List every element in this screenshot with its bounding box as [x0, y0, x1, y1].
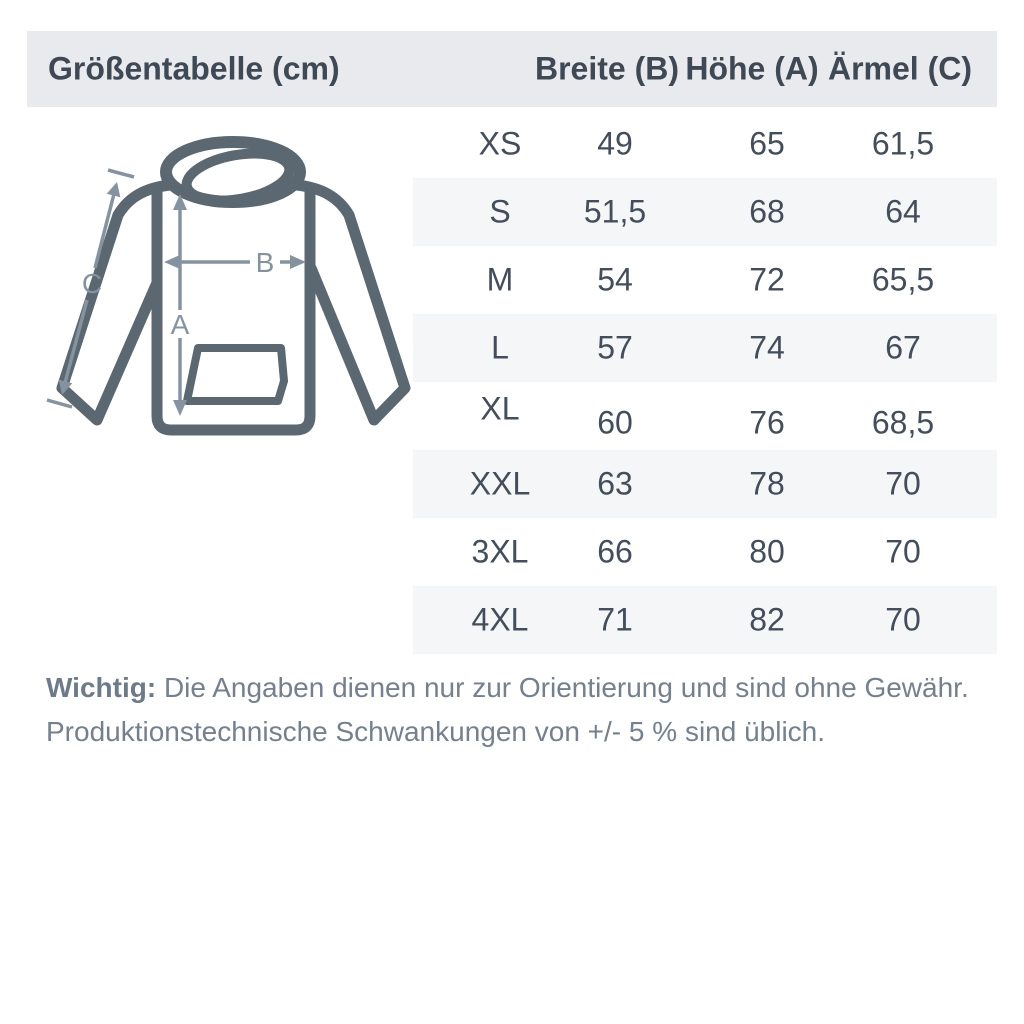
- pocket-outline: [187, 348, 284, 401]
- breite-value: 51,5: [583, 193, 647, 230]
- size-chart-header: [27, 31, 997, 107]
- breite-value: 49: [597, 125, 633, 162]
- aermel-value: 64: [885, 193, 921, 230]
- table-row-m: [413, 246, 997, 314]
- hoehe-value: 74: [749, 329, 785, 366]
- aermel-value: 65,5: [871, 261, 935, 298]
- size-label: 4XL: [471, 601, 529, 638]
- breite-value: 60: [597, 404, 633, 441]
- table-row-xl: [413, 382, 997, 450]
- size-table: [413, 110, 997, 654]
- column-header-breite: Breite (B): [534, 50, 680, 87]
- aermel-value: 70: [885, 601, 921, 638]
- breite-value: 63: [597, 465, 633, 502]
- column-header-hoehe: Höhe (A): [685, 50, 819, 87]
- hoehe-value: 78: [749, 465, 785, 502]
- disclaimer-note: [46, 666, 996, 754]
- aermel-value: 68,5: [871, 404, 935, 441]
- disclaimer-bold: Wichtig:: [46, 672, 157, 703]
- aermel-value: 70: [885, 533, 921, 570]
- breite-value: 71: [597, 601, 633, 638]
- label-b: B: [255, 247, 275, 278]
- disclaimer-line-1: [46, 666, 996, 710]
- label-a: A: [170, 309, 190, 340]
- breite-value: 54: [597, 261, 633, 298]
- column-header-aermel: Ärmel (C): [827, 50, 973, 87]
- width-arrowhead-right: [290, 255, 306, 269]
- table-row-xs: [413, 110, 997, 178]
- page-title: Größentabelle (cm): [48, 50, 340, 87]
- table-row-3xl: [413, 518, 997, 586]
- size-label: S: [489, 193, 511, 230]
- hoehe-value: 65: [749, 125, 785, 162]
- table-row-xxl: [413, 450, 997, 518]
- size-label: XXL: [469, 465, 531, 502]
- hoehe-value: 80: [749, 533, 785, 570]
- label-c: C: [81, 268, 103, 299]
- size-label: XL: [480, 390, 520, 427]
- hoehe-value: 68: [749, 193, 785, 230]
- breite-value: 66: [597, 533, 633, 570]
- size-label: XS: [478, 125, 522, 162]
- breite-value: 57: [597, 329, 633, 366]
- aermel-value: 61,5: [871, 125, 935, 162]
- aermel-value: 70: [885, 465, 921, 502]
- table-row-s: [413, 178, 997, 246]
- table-row-l: [413, 314, 997, 382]
- hoehe-value: 82: [749, 601, 785, 638]
- hoodie-diagram: [40, 120, 420, 460]
- aermel-value: 67: [885, 329, 921, 366]
- sleeve-arrowhead-top: [107, 182, 121, 197]
- hoehe-value: 76: [749, 404, 785, 441]
- size-label: 3XL: [471, 533, 529, 570]
- table-row-4xl: [413, 586, 997, 654]
- size-label: M: [486, 261, 514, 298]
- size-label: L: [491, 329, 509, 366]
- disclaimer-line-2: [46, 710, 996, 754]
- height-arrowhead-bottom: [173, 400, 187, 416]
- disclaimer-text-2: Produktionstechnische Schwankungen von +/- 5 % sind üblich.: [46, 716, 826, 747]
- disclaimer-text-1: Die Angaben dienen nur zur Orientierung und sind ohne Gewähr.: [156, 672, 969, 703]
- width-arrowhead-left: [164, 255, 180, 269]
- hoehe-value: 72: [749, 261, 785, 298]
